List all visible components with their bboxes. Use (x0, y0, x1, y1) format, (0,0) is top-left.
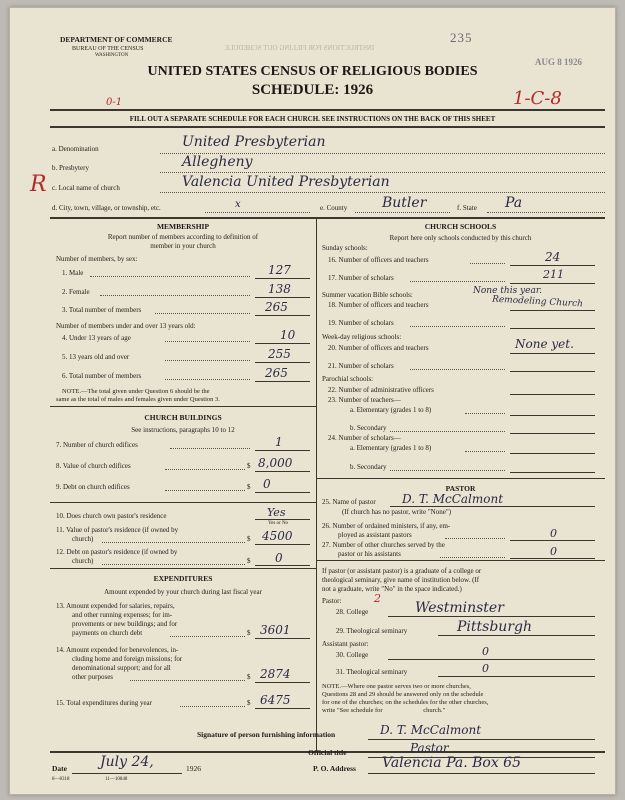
q31-label: 31. Theological seminary (336, 668, 408, 676)
q7-value: 1 (275, 435, 283, 449)
state-label: f. State (457, 204, 477, 212)
q8-dots (165, 469, 245, 470)
q8-value: 8,000 (258, 456, 293, 470)
q13-label-line-1: 13. Amount expended for salaries, repairs, (56, 602, 175, 610)
q27-answer-line (510, 558, 595, 559)
q14-label-line-1: 14. Amount expended for benevolences, in- (56, 646, 179, 654)
weekday-schools-label: Week-day religious schools: (322, 333, 402, 341)
q11-answer-line (255, 544, 310, 545)
q1-answer-line (255, 278, 310, 279)
presbytery-line (160, 172, 605, 173)
q23a-label: a. Elementary (grades 1 to 8) (350, 406, 432, 414)
pastor-red-mark: 2 (374, 592, 381, 605)
q1-value: 127 (268, 263, 291, 277)
q14-dots (130, 680, 245, 681)
church-name-line (160, 192, 605, 193)
q12-dollar-sign: $ (247, 557, 251, 565)
q6-value: 265 (265, 366, 288, 380)
buildings-mid-rule (50, 502, 316, 503)
q11-value: 4500 (262, 529, 293, 543)
q31-answer-line (438, 676, 595, 677)
q19-label: 19. Number of scholars (328, 319, 394, 327)
q13-answer-line (255, 638, 310, 639)
church-name-value: Valencia United Presbyterian (182, 174, 390, 190)
print-code: 11—10848 (105, 777, 128, 782)
q29-value: Pittsburgh (457, 619, 532, 635)
q11-dots (102, 542, 245, 543)
q11-dollar-sign: $ (247, 535, 251, 543)
q5-dots (165, 360, 250, 361)
q8-label: 8. Value of church edifices (56, 462, 131, 470)
q24b-dots (390, 470, 505, 471)
q3-dots (155, 313, 250, 314)
pastor-mid-rule (316, 560, 605, 561)
q24a-answer-line (510, 453, 595, 454)
form-code: 8—8318 (52, 777, 70, 782)
pastor-note-1: NOTE.—Where one pastor serves two or more churches, (322, 683, 471, 690)
po-address-line (368, 773, 595, 774)
schedule-stamp-number: 235 (450, 30, 473, 45)
q23b-label: b. Secondary (350, 424, 387, 432)
q9-dots (165, 490, 245, 491)
schools-bottom-rule (316, 478, 605, 479)
q27-value: 0 (550, 545, 557, 558)
q9-answer-line (255, 492, 310, 493)
q13-dots (170, 636, 245, 637)
q24-label: 24. Number of scholars— (328, 434, 401, 442)
signature-value: D. T. McCalmont (380, 723, 482, 737)
q16-value: 24 (545, 250, 561, 264)
q12-label-line-1: 12. Debt on pastor's residence (if owned by (56, 548, 178, 556)
q19-dots (410, 326, 505, 327)
q6-dots (165, 379, 250, 380)
q12-label-line-2: church) (72, 557, 94, 565)
city-label: d. City, town, village, or township, etc. (52, 204, 161, 212)
q26-label-line-1: 26. Number of ordained ministers, if any, em- (322, 522, 451, 530)
pastor-note-4: write "See schedule for church." (322, 707, 446, 714)
q17-label: 17. Number of scholars (328, 274, 394, 282)
q21-dots (410, 369, 505, 370)
summer-schools-note: None this year. (473, 286, 542, 296)
q29-label: 29. Theological seminary (336, 627, 408, 635)
q11-label-line-2: church) (72, 535, 94, 543)
q10-label: 10. Does church own pastor's residence (56, 512, 167, 520)
county-label: e. County (320, 204, 348, 212)
q30-label: 30. College (336, 651, 369, 659)
q6-label: 6. Total number of members (62, 372, 142, 380)
q28-label: 28. College (336, 608, 369, 616)
bleed-through-text: INSTRUCTIONS FOR FILLING OUT SCHEDULE (225, 44, 375, 52)
q2-dots (100, 295, 250, 296)
q12-value: 0 (275, 551, 283, 565)
membership-intro-2: member in your church (150, 242, 216, 250)
q29-answer-line (438, 635, 595, 636)
denomination-label: a. Denomination (52, 145, 99, 153)
state-line (487, 212, 605, 213)
q1-dots (90, 276, 250, 277)
q15-answer-line (255, 708, 310, 709)
q31-value: 0 (482, 662, 489, 675)
code-right-annotation: 1-C-8 (513, 88, 562, 109)
membership-heading: MEMBERSHIP (156, 222, 210, 231)
membership-note-1: NOTE.—The total given under Question 6 should be the (62, 388, 210, 395)
county-line (355, 212, 450, 213)
presbytery-label: b. Presbytery (52, 164, 89, 172)
q22-answer-line (510, 394, 595, 395)
city-value: x (235, 199, 241, 210)
q30-answer-line (388, 659, 595, 660)
q4-dots (165, 341, 250, 342)
q4-label: 4. Under 13 years of age (62, 334, 131, 342)
members-by-sex-label: Number of members, by sex: (56, 255, 138, 263)
form-title: UNITED STATES CENSUS OF RELIGIOUS BODIES (147, 64, 478, 79)
q5-value: 255 (268, 347, 291, 361)
q17-value: 211 (543, 268, 564, 281)
pastor-heading: PASTOR (445, 484, 476, 493)
q27-dots (440, 557, 505, 558)
date-value: July 24, (100, 754, 154, 770)
q25-label: 25. Name of pastor (322, 498, 376, 506)
q2-value: 138 (268, 282, 291, 296)
q19-answer-line (510, 328, 595, 329)
presbytery-value: Allegheny (182, 154, 253, 170)
q8-dollar-sign: $ (247, 462, 251, 470)
signature-label: Signature of person furnishing information (197, 730, 336, 739)
sunday-schools-label: Sunday schools: (322, 244, 368, 252)
q10-yes-no-hint: Yes or No (268, 521, 289, 526)
q14-value: 2874 (260, 667, 291, 681)
q23a-dots (465, 413, 505, 414)
q28-value: Westminster (415, 600, 504, 616)
expenditures-heading: EXPENDITURES (153, 574, 213, 583)
q16-label: 16. Number of officers and teachers (328, 256, 429, 264)
q23a-answer-line (510, 415, 595, 416)
header-rule-bottom (50, 126, 605, 128)
official-title-label: Official title (308, 748, 347, 757)
q5-label: 5. 13 years old and over (62, 353, 130, 361)
schools-heading: CHURCH SCHOOLS (424, 222, 497, 231)
date-label: Date (52, 764, 67, 773)
graduate-instruction-3: not a graduate, write "No" in the space indicated.) (322, 585, 462, 593)
city-name: WASHINGTON (95, 53, 129, 58)
q23b-dots (390, 431, 505, 432)
q14-label-line-3: denominational support; and for all (72, 664, 171, 672)
q15-value: 6475 (260, 693, 291, 707)
q26-value: 0 (550, 527, 557, 540)
q8-answer-line (255, 471, 310, 472)
buildings-bottom-rule (50, 568, 316, 569)
header-rule-top (50, 109, 605, 111)
q26-label-line-2: ployed as assistant pastors (338, 531, 412, 539)
parochial-schools-label: Parochial schools: (322, 375, 374, 383)
q14-answer-line (255, 682, 310, 683)
q13-label-line-4: payments on church debt (72, 629, 143, 637)
q21-label: 21. Number of scholars (328, 362, 394, 370)
assistant-pastor-label: Assistant pastor: (322, 640, 369, 648)
q21-answer-line (510, 371, 595, 372)
membership-note-2: same as the total of males and females given under Question 3. (56, 396, 220, 403)
q24a-dots (465, 451, 505, 452)
q15-dollar-sign: $ (247, 699, 251, 707)
q18-label: 18. Number of officers and teachers (328, 301, 429, 309)
q28-answer-line (388, 616, 595, 617)
q20-label: 20. Number of officers and teachers (328, 344, 429, 352)
q2-answer-line (255, 297, 310, 298)
q22-label: 22. Number of administrative officers (328, 386, 434, 394)
summer-schools-label: Summer vacation Bible schools: (322, 291, 413, 299)
county-value: Butler (382, 195, 427, 211)
schools-intro: Report here only schools conducted by this church (389, 234, 532, 242)
city-line (205, 212, 310, 213)
q6-answer-line (255, 381, 310, 382)
q3-value: 265 (265, 300, 288, 314)
q3-label: 3. Total number of members (62, 306, 142, 314)
date-line (72, 773, 182, 774)
q12-dots (102, 564, 245, 565)
q14-label-line-2: cluding home and foreign missions; for (72, 655, 183, 663)
membership-intro-1: Report number of members according to definition of (107, 233, 259, 241)
q26-dots (445, 538, 505, 539)
q15-dots (180, 706, 245, 707)
age-intro-label: Number of members under and over 13 years old: (56, 322, 196, 330)
q27-label-line-2: pastor or his assistants (338, 550, 401, 558)
q18-value: Remodeling Church (491, 294, 584, 310)
q3-answer-line (255, 315, 310, 316)
main-top-rule (50, 217, 605, 219)
q17-dots (410, 281, 505, 282)
q4-value: 10 (280, 328, 296, 342)
q16-answer-line (510, 265, 595, 266)
q9-label: 9. Debt on church edifices (56, 483, 130, 491)
graduate-instruction-1: If pastor (or assistant pastor) is a graduate of a college or (322, 567, 482, 575)
q23b-answer-line (510, 433, 595, 434)
q9-dollar-sign: $ (247, 483, 251, 491)
q14-dollar-sign: $ (247, 673, 251, 681)
q17-answer-line (510, 283, 595, 284)
form-subtitle: SCHEDULE: 1926 (251, 82, 374, 98)
pastor-note-3: for one of the churches; on the schedules for the other churches, (322, 699, 489, 706)
q16-dots (470, 263, 505, 264)
membership-bottom-rule (50, 406, 316, 407)
pastor-note-2: Questions 28 and 29 should be answered only on the schedule (322, 691, 484, 698)
q10-value: Yes (267, 506, 286, 519)
q13-dollar-sign: $ (247, 629, 251, 637)
signature-line (368, 739, 595, 740)
q13-label-line-3: provements or new buildings; and for (72, 620, 178, 628)
form-instruction: FILL OUT A SEPARATE SCHEDULE FOR EACH CHURCH. SEE INSTRUCTIONS ON THE BACK OF THIS SHEET (129, 115, 496, 123)
q26-answer-line (510, 540, 595, 541)
department-name: DEPARTMENT OF COMMERCE (60, 35, 173, 44)
date-year: 1926 (186, 764, 201, 773)
denomination-value: United Presbyterian (182, 134, 326, 150)
buildings-subheading: See instructions, paragraphs 10 to 12 (131, 426, 235, 434)
state-value: Pa (505, 195, 523, 211)
q11-label-line-1: 11. Value of pastor's residence (if owned by (56, 526, 179, 534)
q20-value: None yet. (515, 337, 574, 351)
q2-label: 2. Female (62, 288, 90, 296)
q15-label: 15. Total expenditures during year (56, 699, 152, 707)
review-mark: R (30, 172, 47, 197)
q24b-answer-line (510, 472, 595, 473)
q12-answer-line (255, 565, 310, 566)
official-title-value: Pastor (410, 741, 449, 755)
census-schedule-sheet (9, 7, 616, 795)
church-name-label: c. Local name of church (52, 184, 120, 192)
q25-value: D. T. McCalmont (402, 492, 504, 506)
buildings-heading: CHURCH BUILDINGS (144, 413, 222, 422)
q23-label: 23. Number of teachers— (328, 396, 401, 404)
q7-label: 7. Number of church edifices (56, 441, 138, 449)
q27-label-line-1: 27. Number of other churches served by the (322, 541, 445, 549)
q18-answer-line (510, 310, 595, 311)
receipt-date-stamp: AUG 8 1926 (535, 57, 582, 67)
po-address-label: P. O. Address (313, 764, 356, 773)
po-address-value: Valencia Pa. Box 65 (382, 755, 521, 771)
q9-value: 0 (263, 477, 271, 491)
q13-value: 3601 (260, 623, 291, 637)
q1-label: 1. Male (62, 269, 84, 277)
code-left-annotation: 0-1 (106, 97, 123, 108)
q25-answer-line (390, 506, 595, 507)
q25-note: (If church has no pastor, write "None") (342, 508, 452, 516)
q24b-label: b. Secondary (350, 463, 387, 471)
q13-label-line-2: and other running expenses; for im- (72, 611, 173, 619)
expenditures-subheading: Amount expended by your church during last fiscal year (104, 588, 262, 596)
q20-answer-line (510, 353, 595, 354)
q4-answer-line (255, 343, 310, 344)
q14-label-line-4: other purposes (72, 673, 114, 681)
q7-answer-line (255, 450, 310, 451)
q5-answer-line (255, 362, 310, 363)
bureau-name: BUREAU OF THE CENSUS (72, 46, 144, 52)
q7-dots (170, 448, 250, 449)
graduate-instruction-2: theological seminary, give name of institution below. (If (322, 576, 480, 584)
pastor-education-label: Pastor: (322, 597, 342, 605)
q30-value: 0 (482, 645, 489, 658)
q24a-label: a. Elementary (grades 1 to 8) (350, 444, 432, 452)
